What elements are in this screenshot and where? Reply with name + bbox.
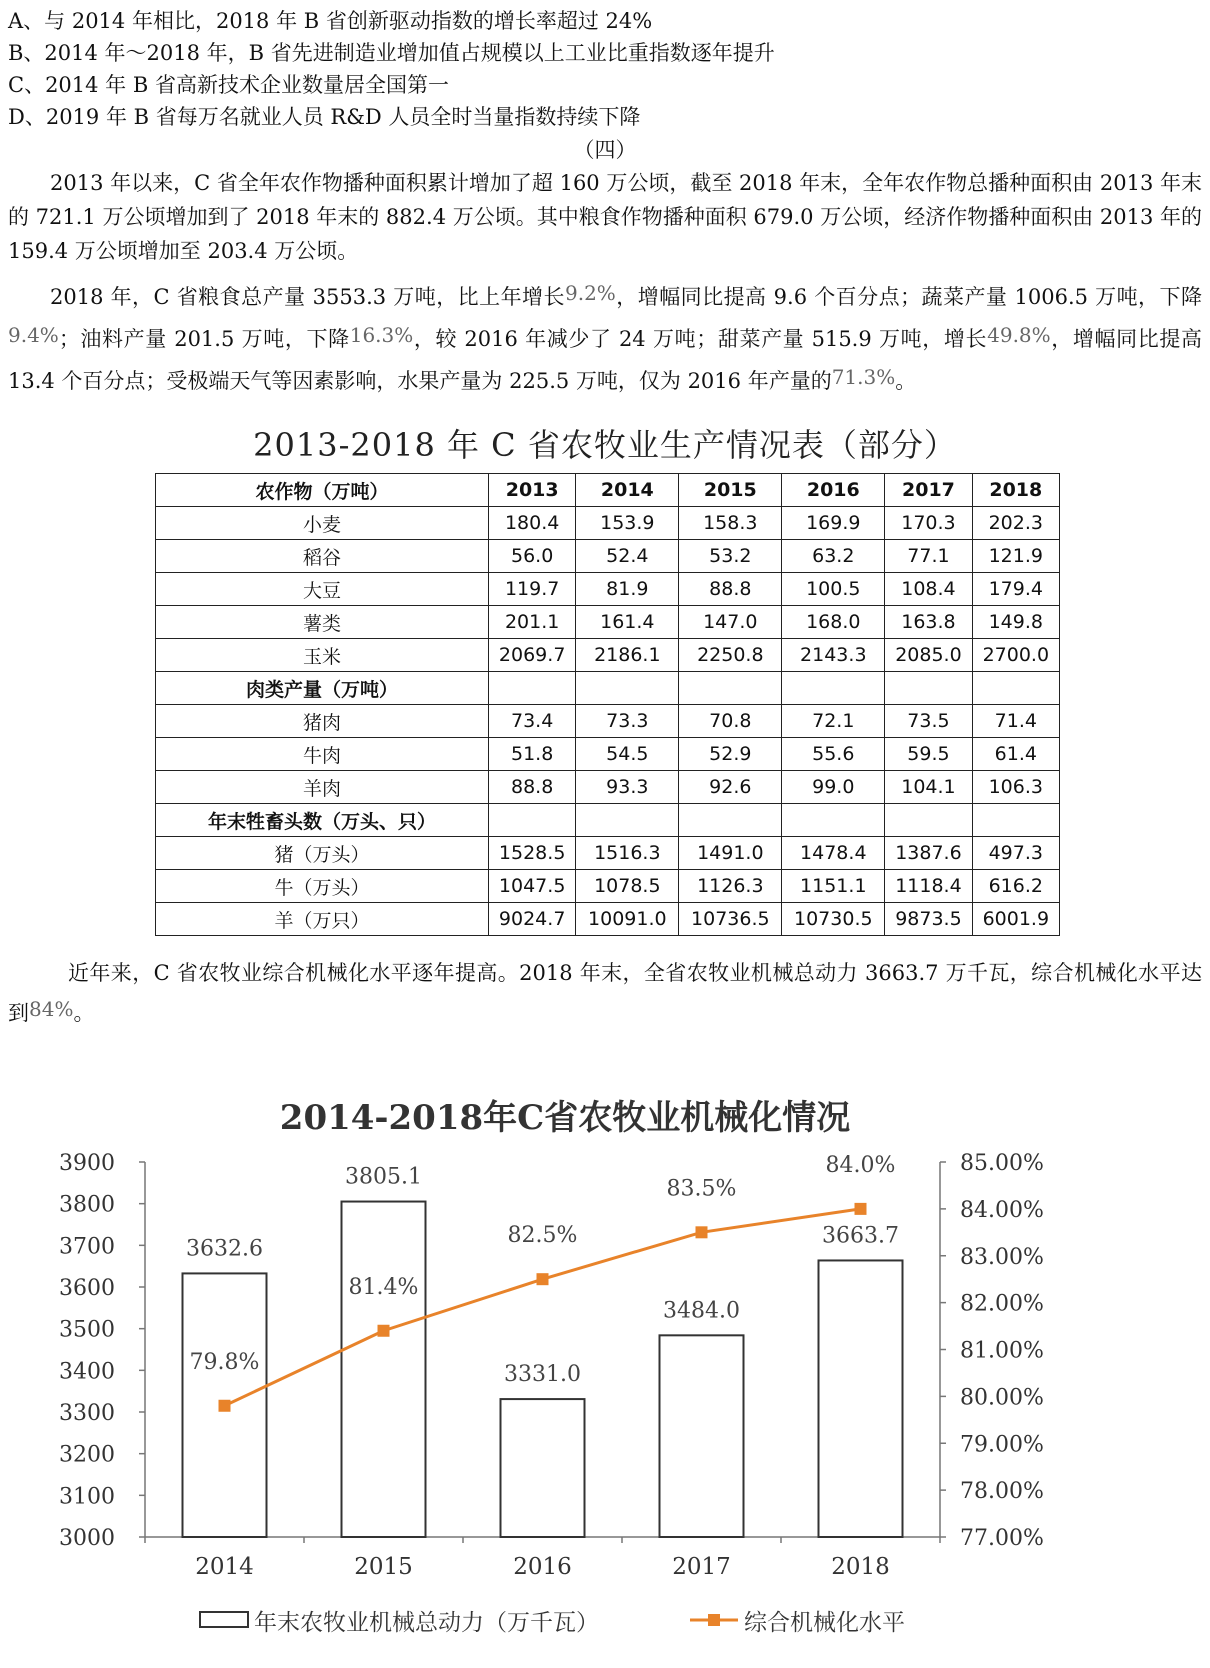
legend-line-label: 综合机械化水平 [744,1610,905,1636]
table-cell: 53.2 [679,540,782,573]
p2-text-1: 2018 年，C 省粮食总产量 3553.3 万吨，比上年增长 [50,285,565,309]
table-cell: 10091.0 [576,903,679,936]
table-title: 2013-2018 年 C 省农牧业生产情况表（部分） [253,426,957,464]
option-d: D、2019 年 B 省每万名就业人员 R&D 人员全时当量指数持续下降 [8,105,641,129]
table-row-label: 羊（万只） [156,903,489,936]
section-title: （四） [573,138,637,162]
table-empty-cell [489,672,576,705]
table-cell: 92.6 [679,771,782,804]
table-cell: 10730.5 [782,903,885,936]
line-label: 81.4% [348,1274,419,1300]
table-row [156,738,1060,771]
legend-bar-swatch [200,1612,248,1627]
x-tick-label: 2015 [354,1554,413,1580]
table-cell: 170.3 [885,507,972,540]
table-cell: 202.3 [972,507,1059,540]
paragraph-3 [8,955,1202,1031]
table-cell: 1126.3 [679,870,782,903]
table-cell: 81.9 [576,573,679,606]
option-b: B、2014 年～2018 年，B 省先进制造业增加值占规模以上工业比重指数逐年提升 [8,41,775,65]
left-tick-label: 3100 [59,1484,115,1510]
p2-text-5: ，增幅同比提高 13.4 个百分点；受极端天气等因素影响，水果产量为 225.5 万吨，仅为 2016 年产量的 [8,327,1203,393]
right-tick-label: 80.00% [960,1385,1044,1411]
table-cell: 88.8 [489,771,576,804]
line-point [537,1273,549,1285]
table-cell: 61.4 [972,738,1059,771]
table-cell: 1078.5 [576,870,679,903]
table-cell: 147.0 [679,606,782,639]
table-row [156,606,1060,639]
p2-text-2: ，增幅同比提高 9.6 个百分点；蔬菜产量 1006.5 万吨，下降 [615,285,1202,309]
table-cell: 52.9 [679,738,782,771]
table-row-label: 玉米 [156,639,489,672]
table-cell: 54.5 [576,738,679,771]
table-row [156,540,1060,573]
table-cell: 1047.5 [489,870,576,903]
table-empty-cell [679,672,782,705]
table-row-label: 牛（万头） [156,870,489,903]
table-group-label: 肉类产量（万吨） [156,672,489,705]
table-row-label: 大豆 [156,573,489,606]
x-tick-label: 2016 [513,1554,572,1580]
mechanization-chart [0,1140,1210,1668]
table-header-cell: 农作物（万吨） [156,474,489,507]
bar-label: 3331.0 [504,1362,581,1388]
table-cell: 2250.8 [679,639,782,672]
table-empty-cell [679,804,782,837]
bar-label: 3632.6 [186,1236,263,1262]
line-point [696,1226,708,1238]
line-point [855,1203,867,1215]
table-group-row [156,804,1060,837]
table-row-label: 猪肉 [156,705,489,738]
table-cell: 6001.9 [972,903,1059,936]
table-empty-cell [972,672,1059,705]
bar [501,1399,585,1537]
table-cell: 73.5 [885,705,972,738]
table-header-cell: 2017 [885,474,972,507]
line-point [378,1325,390,1337]
bar [660,1335,744,1537]
table-cell: 2143.3 [782,639,885,672]
p2-text-3: ；油料产量 201.5 万吨，下降 [58,327,350,351]
right-tick-label: 85.00% [960,1151,1044,1176]
table-cell: 106.3 [972,771,1059,804]
chart-title: 2014-2018年C省农牧业机械化情况 [279,1098,851,1138]
table-cell: 77.1 [885,540,972,573]
table-cell: 10736.5 [679,903,782,936]
table-cell: 73.3 [576,705,679,738]
line-point [219,1400,231,1412]
table-cell: 1528.5 [489,837,576,870]
x-tick-label: 2014 [195,1554,254,1580]
table-header-cell: 2013 [489,474,576,507]
line-label: 83.5% [666,1176,737,1202]
p2-pct-5: 71.3% [831,365,896,389]
option-a: A、与 2014 年相比，2018 年 B 省创新驱动指数的增长率超过 24% [8,9,653,33]
table-empty-cell [489,804,576,837]
table-cell: 163.8 [885,606,972,639]
table-empty-cell [576,804,679,837]
table-cell: 2069.7 [489,639,576,672]
left-tick-label: 3400 [59,1359,115,1385]
table-cell: 71.4 [972,705,1059,738]
table-cell: 104.1 [885,771,972,804]
table-group-label: 年末牲畜头数（万头、只） [156,804,489,837]
table-cell: 2085.0 [885,639,972,672]
left-tick-label: 3000 [59,1526,115,1551]
p2-pct-2: 9.4% [8,323,59,347]
table-cell: 161.4 [576,606,679,639]
right-tick-label: 82.00% [960,1291,1044,1317]
left-tick-label: 3200 [59,1442,115,1468]
table-row [156,837,1060,870]
table-cell: 1118.4 [885,870,972,903]
p3-text-2: 。 [73,1001,95,1025]
p3-pct-1: 84% [29,997,74,1021]
table-header-cell: 2018 [972,474,1059,507]
table-cell: 63.2 [782,540,885,573]
table-header-cell: 2015 [679,474,782,507]
table-empty-cell [885,804,972,837]
table-empty-cell [972,804,1059,837]
table-cell: 51.8 [489,738,576,771]
table-cell: 168.0 [782,606,885,639]
table-cell: 2700.0 [972,639,1059,672]
table-row [156,639,1060,672]
table-cell: 1491.0 [679,837,782,870]
right-tick-label: 78.00% [960,1479,1044,1505]
table-row-label: 小麦 [156,507,489,540]
left-tick-label: 3600 [59,1276,115,1301]
table-empty-cell [885,672,972,705]
table-header-row [156,474,1060,507]
table-cell: 201.1 [489,606,576,639]
table-cell: 99.0 [782,771,885,804]
right-tick-label: 79.00% [960,1432,1044,1458]
left-tick-label: 3300 [59,1401,115,1426]
paragraph-2 [8,274,1202,400]
table-cell: 73.4 [489,705,576,738]
legend-bar-label: 年末农牧业机械总动力（万千瓦） [254,1610,599,1636]
table-row-label: 牛肉 [156,738,489,771]
option-c: C、2014 年 B 省高新技术企业数量居全国第一 [8,73,449,97]
table-cell: 2186.1 [576,639,679,672]
table-cell: 59.5 [885,738,972,771]
left-tick-label: 3700 [59,1234,115,1260]
table-cell: 56.0 [489,540,576,573]
table-row [156,507,1060,540]
table-cell: 1387.6 [885,837,972,870]
p2-pct-3: 16.3% [349,323,414,347]
line-label: 79.8% [189,1349,260,1375]
table-group-row [156,672,1060,705]
table-cell: 9873.5 [885,903,972,936]
table-row-label: 薯类 [156,606,489,639]
line-label: 84.0% [825,1152,896,1178]
table-cell: 180.4 [489,507,576,540]
table-cell: 158.3 [679,507,782,540]
table-cell: 169.9 [782,507,885,540]
right-tick-label: 84.00% [960,1197,1044,1223]
right-tick-label: 83.00% [960,1244,1044,1270]
table-row-label: 羊肉 [156,771,489,804]
table-header-cell: 2014 [576,474,679,507]
p2-pct-4: 49.8% [987,323,1051,347]
legend-line-marker [708,1614,720,1626]
x-tick-label: 2017 [672,1554,731,1580]
table-row [156,705,1060,738]
bar-label: 3484.0 [663,1298,740,1324]
paragraph-block [8,166,1202,400]
table-empty-cell [782,672,885,705]
p2-pct-1: 9.2% [564,281,616,305]
table-cell: 9024.7 [489,903,576,936]
line-label: 82.5% [507,1223,578,1249]
x-tick-label: 2018 [831,1554,890,1580]
table-empty-cell [782,804,885,837]
table-cell: 108.4 [885,573,972,606]
table-row [156,771,1060,804]
table-cell: 497.3 [972,837,1059,870]
table-cell: 88.8 [679,573,782,606]
p2-text-4: ，较 2016 年减少了 24 万吨；甜菜产量 515.9 万吨，增长 [413,327,988,351]
table-cell: 55.6 [782,738,885,771]
p2-text-6: 。 [895,369,917,393]
paragraph-1: 2013 年以来，C 省全年农作物播种面积累计增加了超 160 万公顷，截至 2018 年末，全年农作物总播种面积由 2013 年末的 721.1 万公顷增加到了 2018 年末的 882.4 万公顷。其中粮食作物播种面积 679.0 万公顷，经济作物播种面积由 2013 年的 159.4 万公顷增加至 203.4 万公顷。 [8,171,1202,263]
table-cell: 149.8 [972,606,1059,639]
table-cell: 72.1 [782,705,885,738]
table-row [156,903,1060,936]
table-row-label: 猪（万头） [156,837,489,870]
table-cell: 70.8 [679,705,782,738]
table-cell: 1516.3 [576,837,679,870]
table-cell: 153.9 [576,507,679,540]
bar [819,1260,903,1537]
right-tick-label: 81.00% [960,1338,1044,1364]
bar [342,1202,426,1537]
table-header-cell: 2016 [782,474,885,507]
table-cell: 119.7 [489,573,576,606]
right-tick-label: 77.00% [960,1526,1044,1551]
table-empty-cell [576,672,679,705]
table-cell: 121.9 [972,540,1059,573]
production-table [155,473,1060,936]
table-cell: 93.3 [576,771,679,804]
bar-label: 3805.1 [345,1164,422,1190]
table-row [156,573,1060,606]
table-cell: 616.2 [972,870,1059,903]
table-row-label: 稻谷 [156,540,489,573]
bar-label: 3663.7 [822,1223,899,1249]
table-cell: 52.4 [576,540,679,573]
table-cell: 1478.4 [782,837,885,870]
table-cell: 179.4 [972,573,1059,606]
left-tick-label: 3800 [59,1192,115,1218]
left-tick-label: 3900 [59,1151,115,1176]
table-row [156,870,1060,903]
left-tick-label: 3500 [59,1317,115,1343]
p3-text-1: 近年来，C 省农牧业综合机械化水平逐年提高。2018 年末，全省农牧业机械总动力 3663.7 万千瓦，综合机械化水平达到 [8,961,1202,1025]
table-cell: 1151.1 [782,870,885,903]
table-cell: 100.5 [782,573,885,606]
